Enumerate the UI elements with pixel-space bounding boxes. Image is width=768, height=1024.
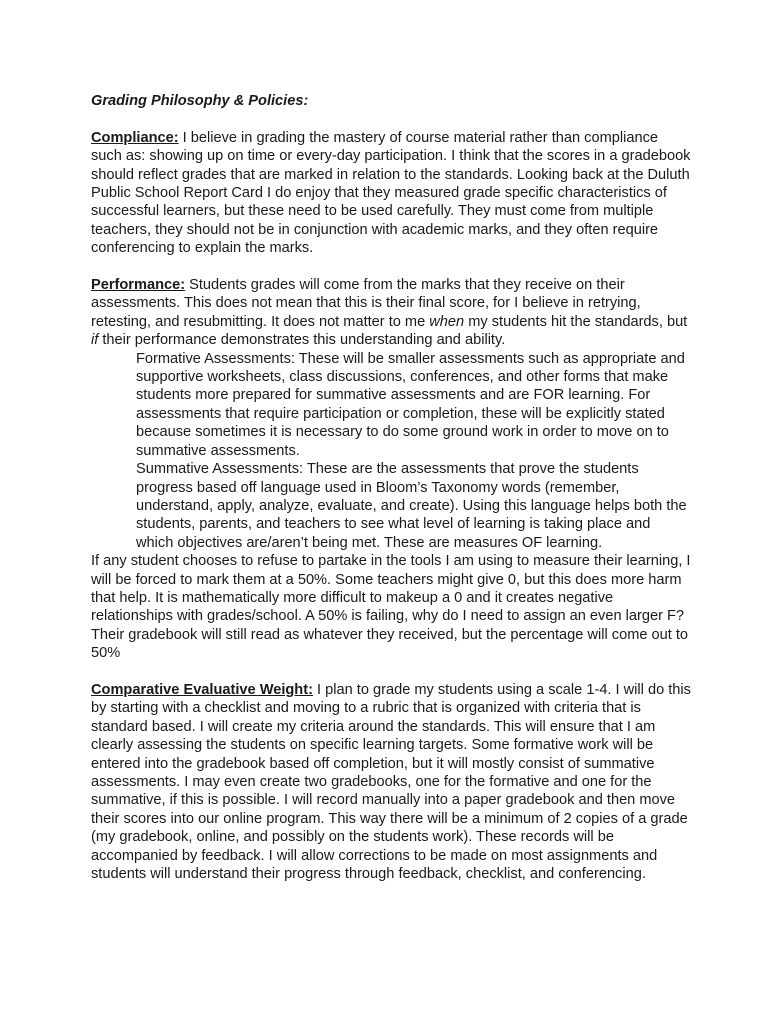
performance-text-c: their performance demonstrates this understanding and ability. [98,332,506,349]
evaluative-weight-paragraph [91,681,691,883]
performance-paragraph [91,276,691,350]
performance-emphasis-if: if [91,332,99,349]
compliance-text: I believe in grading the mastery of course material rather than compliance such as: showing up on time or every-day participation. I think that the scores in a gradebook should reflect grades that are marked in relation to the standards. Looking back at the Duluth Public School Report Card I do enjoy that they measured grade specific characteristics of successful learners, but these need to be used carefully. They must come from multiple teachers, they should not be in conjunction with academic marks, and they often require conferencing to explain the marks. [91,129,691,257]
performance-emphasis-when: when [429,313,465,330]
evaluative-weight-heading: Comparative Evaluative Weight: [91,681,313,698]
document-page [91,92,691,902]
refusal-policy-paragraph: If any student chooses to refuse to partake in the tools I am using to measure their learning, I will be forced to mark them at a 50%. Some teachers might give 0, but this does more harm that help. It is mathematically more difficult to makeup a 0 and it creates negative relationships with grades/school. A 50% is failing, why do I need to assign an even larger F? Their gradebook will still read as whatever they received, but the percentage will come out to 50% [91,553,691,662]
compliance-heading: Compliance: [91,129,179,146]
performance-text-b: my students hit the standards, but [464,313,688,330]
evaluative-weight-text: I plan to grade my students using a scale 1-4. I will do this by starting with a checklist and moving to a rubric that is organized with criteria that is standard based. I will create my criteria around the standards. This will ensure that I am clearly assessing the students on specific learning targets. Some formative work will be entered into the gradebook based off completion, but it will mostly consist of summative assessments. I may even create two gradebooks, one for the formative and one for the summative, if this is possible. I will record manually into a paper gradebook and then move their scores into our online program. This way there will be a minimum of 2 copies of a grade (my gradebook, online, and possibly on the students work). These records will be accompanied by feedback. I will allow corrections to be made on most assignments and students will understand their progress through feedback, checklist, and conferencing. [91,681,691,883]
compliance-paragraph [91,129,691,258]
document-title: Grading Philosophy & Policies: [91,93,309,109]
evaluative-weight-section [91,681,691,883]
summative-assessments-paragraph: Summative Assessments: These are the assessments that prove the students progress based off language used in Bloom’s Taxonomy words (remember, understand, apply, analyze, evaluate, and create). Using this language helps both the students, parents, and teachers to see what level of learning is taking place and which objectives are/aren’t being met. These are measures OF learning. [136,461,687,551]
performance-section [91,276,691,663]
performance-heading: Performance: [91,277,186,294]
formative-assessments-paragraph: Formative Assessments: These will be smaller assessments such as appropriate and supportive worksheets, class discussions, conferences, and other forms that make students more prepared for summative assessments and are FOR learning. For assessments that require participation or completion, these will be explicitly stated because sometimes it is necessary to do some ground work in order to move on to summative assessments. [136,350,685,459]
performance-text-a: Students grades will come from the marks that they receive on their assessments. This does not mean that this is their final score, for I believe in retrying, retesting, and resubmitting. It does not matter to me [91,277,641,330]
assessment-types-block [136,350,691,552]
compliance-section [91,129,691,258]
